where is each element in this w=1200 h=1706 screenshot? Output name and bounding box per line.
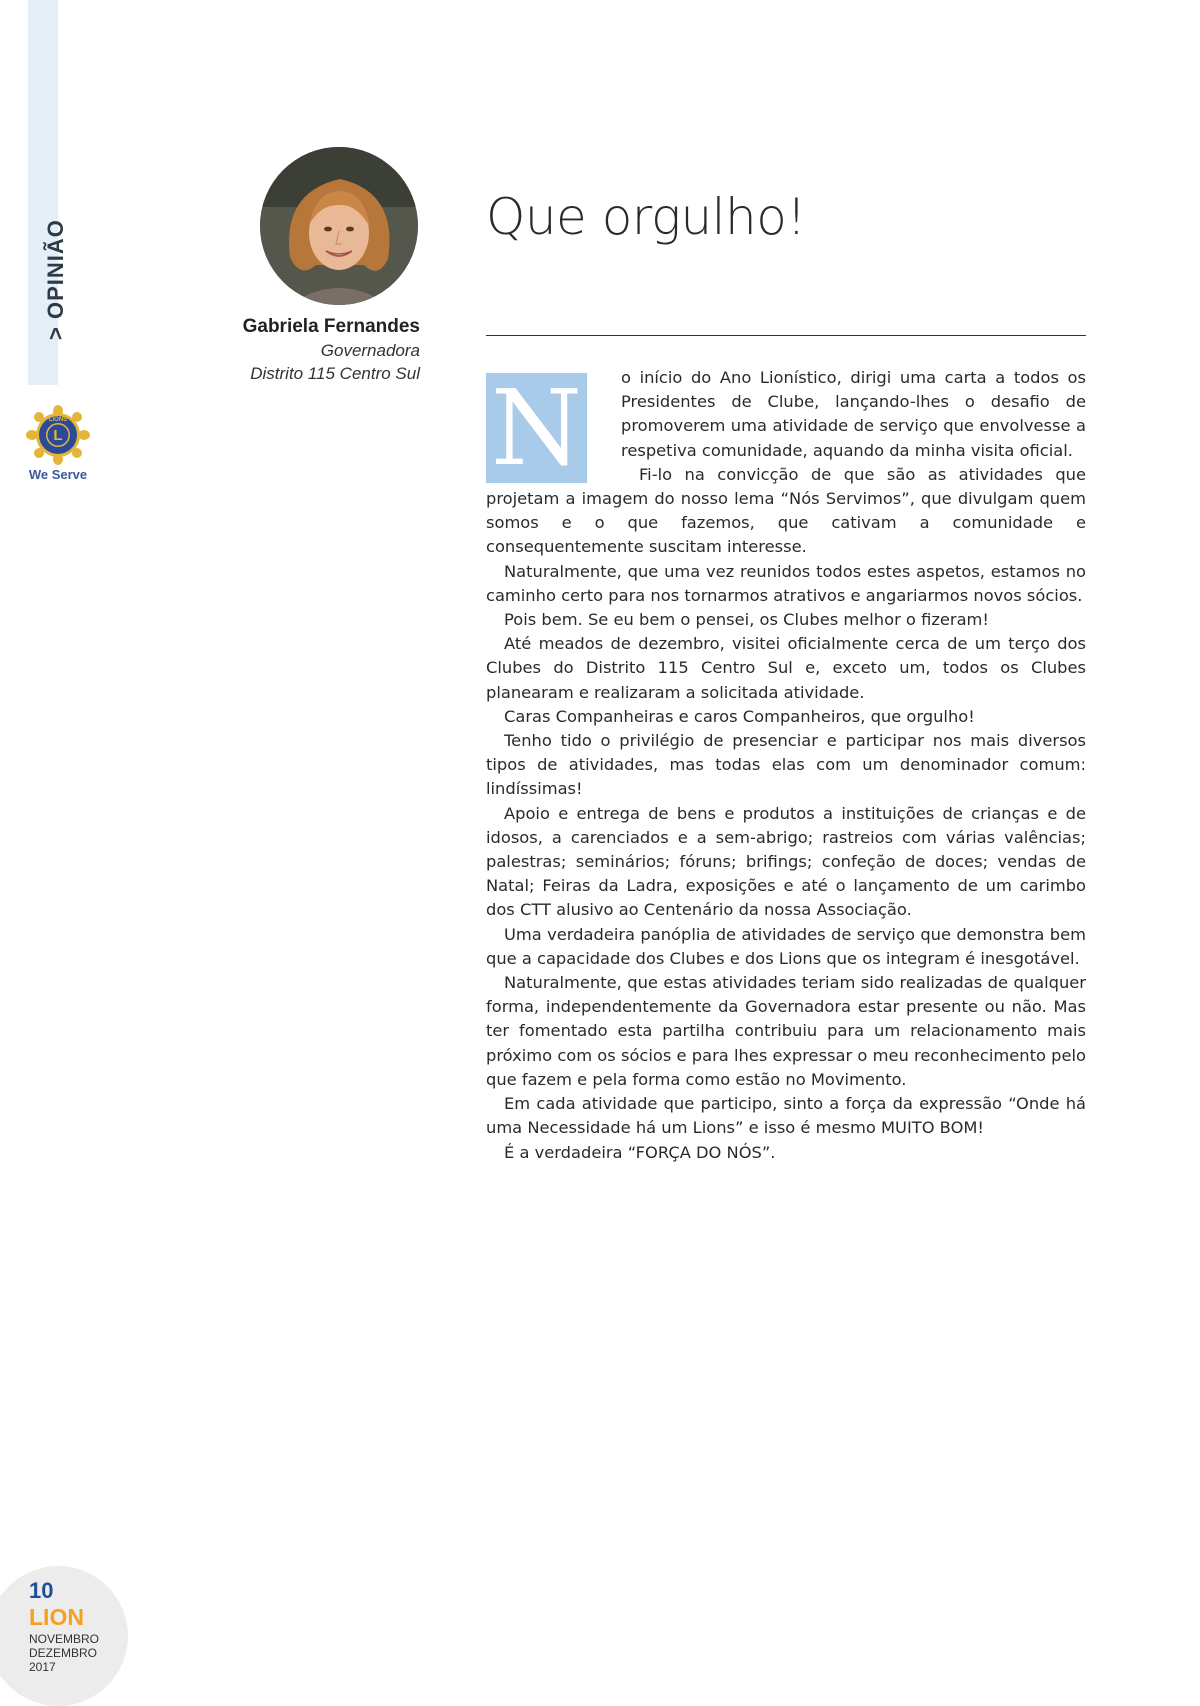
page-number: 10: [29, 1578, 54, 1603]
issue-month: DEZEMBRO: [29, 1646, 98, 1660]
article-paragraph: É a verdadeira “FORÇA DO NÓS”.: [504, 1142, 776, 1162]
article-paragraph: Naturalmente, que estas atividades teriam sido realizadas de qualquer forma, independentemente da Governadora estar presente ou não. Mas ter fomentado esta partilha contribuiu para um relacionamento mais próximo com os sócios e para lhes expressar o meu reconhecimento pelo que fazem e pela forma como estão no Movimento.: [486, 973, 1086, 1089]
article-paragraph: Naturalmente, que uma vez reunidos todos estes aspetos, estamos no caminho certo para nos tornarmos atrativos e angariarmos novos sócios.: [486, 561, 1086, 605]
issue-date: [29, 1632, 99, 1674]
section-label: > OPINIÃO: [43, 219, 68, 340]
author-role: Governadora: [320, 341, 420, 360]
paragraph-text: o início do Ano Lionístico, dirigi uma carta a todos os Presidentes de Clube, lançando-lhes o desafio de promoverem uma atividade de serviço que envolvesse a respetiva comunidade, aquando da minha visita oficial.: [621, 368, 1086, 460]
article-paragraph: Em cada atividade que participo, sinto a força da expressão “Onde há uma Necessidade há um Lions” e isso é mesmo MUITO BOM!: [486, 1094, 1086, 1138]
article-paragraph: Apoio e entrega de bens e produtos a instituições de crianças e de idosos, a carenciados e a sem-abrigo; rastreios com várias valências; palestras; seminários; fóruns; brifings; confeção de doces; vendas de Natal; Feiras da Ladra, exposições e até o lançamento de um carimbo dos CTT alusivo ao Centenário da nossa Associação.: [486, 803, 1086, 920]
author-photo: [260, 147, 418, 305]
magazine-name: LION: [29, 1604, 84, 1630]
author-district: Distrito 115 Centro Sul: [250, 364, 420, 383]
article-paragraph: Caras Companheiras e caros Companheiros, que orgulho!: [504, 706, 975, 726]
author-name: Gabriela Fernandes: [242, 316, 420, 337]
article-paragraph: Uma verdadeira panóplia de atividades de serviço que demonstra bem que a capacidade dos Clubes e dos Lions que os integram é inesgotável.: [486, 924, 1086, 968]
author-block: [243, 316, 420, 384]
lions-logo: [26, 405, 90, 485]
article-body: [486, 366, 1086, 1165]
article-paragraph: Até meados de dezembro, visitei oficialmente cerca de um terço dos Clubes do Distrito 115 Centro Sul e, exceto um, todos os Clubes planearam e realizaram a solicitada atividade.: [486, 634, 1086, 702]
article-title: Que orgulho!: [486, 188, 806, 246]
article-paragraph: [486, 366, 1086, 489]
issue-year: 2017: [29, 1660, 56, 1674]
svg-text:L: L: [53, 427, 63, 444]
logo-tagline: We Serve: [28, 467, 88, 482]
title-rule: [486, 335, 1086, 336]
svg-text:LIONS: LIONS: [48, 417, 68, 423]
issue-month: NOVEMBRO: [29, 1632, 100, 1646]
article-paragraph: Fi-lo na convicção de que são as atividades que projetam a imagem do nosso lema “Nós Servimos”, que divulgam quem somos e o que fazemos, que cativam a comunidade e consequentemente suscitam interesse.: [486, 464, 1086, 557]
lions-emblem-icon: [26, 405, 90, 465]
article-paragraph: Tenho tido o privilégio de presenciar e participar nos mais diversos tipos de atividades, mas todas elas com um denominador comum: lindíssimas!: [486, 731, 1086, 799]
article-paragraph: Pois bem. Se eu bem o pensei, os Clubes melhor o fizeram!: [504, 610, 989, 630]
drop-cap: N: [486, 373, 587, 483]
